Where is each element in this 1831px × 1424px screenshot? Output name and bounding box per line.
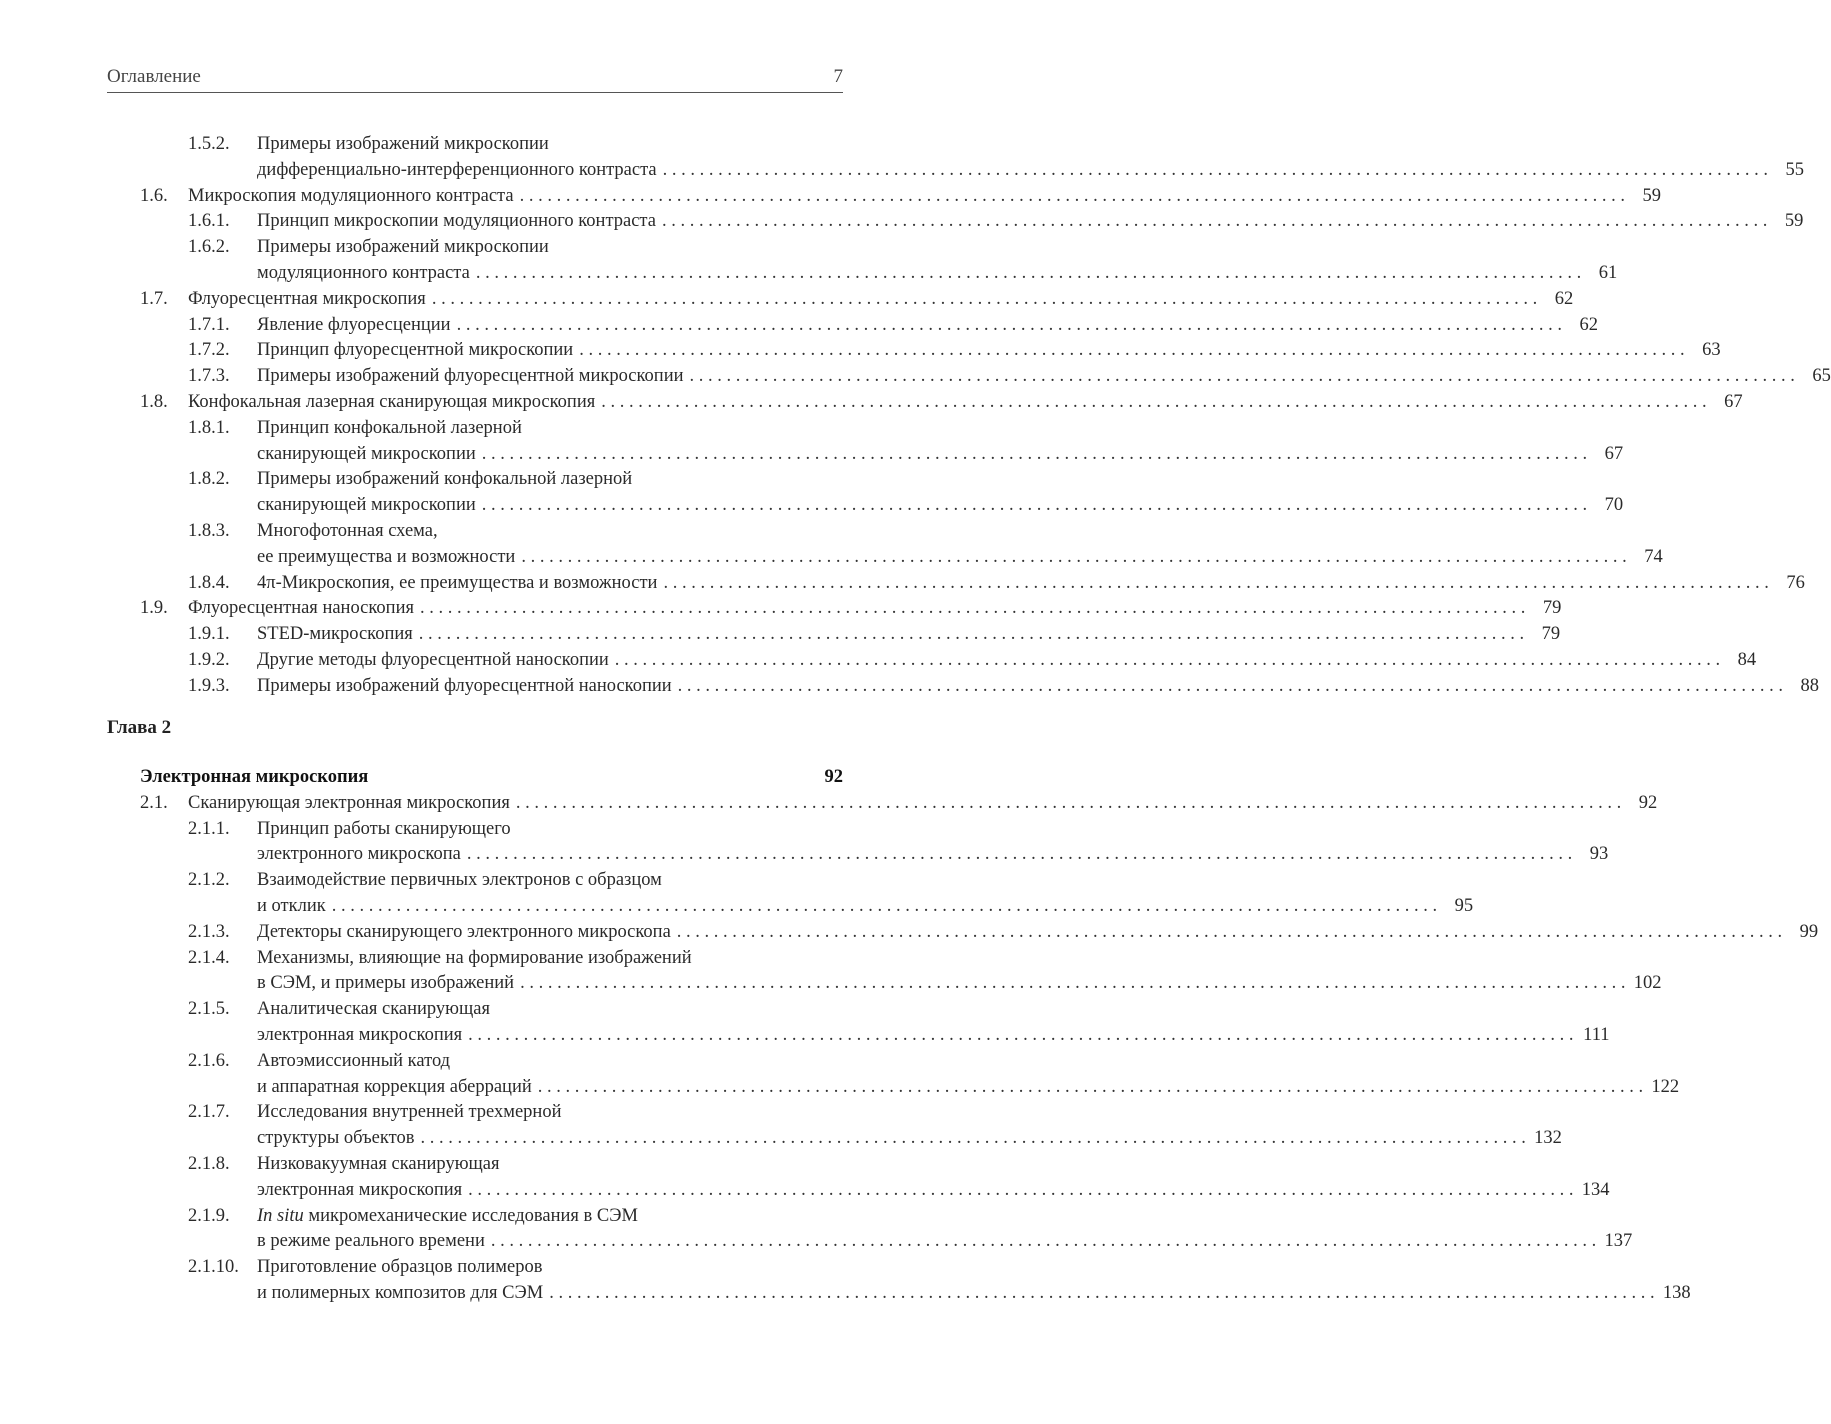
toc-entry-number: 1.8.2.	[188, 469, 230, 490]
toc-entry-title: Флуоресцентная наноскопия	[188, 598, 414, 619]
toc-entry-page: 65	[1812, 366, 1831, 387]
toc-entry-page: 93	[1589, 844, 1609, 865]
toc-entry[interactable]	[107, 622, 1561, 648]
toc-entry-title: Принцип флуоресцентной микроскопии	[257, 340, 574, 361]
toc-entry-title: модуляционного контраста	[257, 262, 470, 283]
toc-entry[interactable]	[107, 184, 1661, 210]
toc-entry-page: 79	[1542, 598, 1562, 619]
toc-entry-continuation[interactable]	[107, 1281, 1691, 1307]
dot-leader: . . . . . . . . . . . . . . . . . . . . . . . . . . . . . . . . . . . . . . . . . . . . . . . . . . . . . . . . . . . . . . . . . . . . . . . . . . . . . . . . . . . . . . . . . . . . . . . . . . . . . . . . . . . . . . . . . . . . . . . .	[475, 262, 1582, 283]
toc-entry-number: 2.1.1.	[188, 818, 230, 839]
dot-leader: . . . . . . . . . . . . . . . . . . . . . . . . . . . . . . . . . . . . . . . . . . . . . . . . . . . . . . . . . . . . . . . . . . . . . . . . . . . . . . . . . . . . . . . . . . . . . . . . . . . . . . . . . . . . . . . . . . . . . . . .	[537, 1076, 1644, 1097]
dot-leader: . . . . . . . . . . . . . . . . . . . . . . . . . . . . . . . . . . . . . . . . . . . . . . . . . . . . . . . . . . . . . . . . . . . . . . . . . . . . . . . . . . . . . . . . . . . . . . . . . . . . . . . . . . . . . . . . . . . . . . . .	[481, 495, 1588, 516]
toc-entry-title: Микроскопия модуляционного контраста	[188, 185, 514, 206]
dot-leader: . . . . . . . . . . . . . . . . . . . . . . . . . . . . . . . . . . . . . . . . . . . . . . . . . . . . . . . . . . . . . . . . . . . . . . . . . . . . . . . . . . . . . . . . . . . . . . . . . . . . . . . . . . . . . . . . . . . . . . . .	[481, 443, 1588, 464]
toc-chapter-2	[107, 765, 1819, 1307]
toc-entry-continuation[interactable]	[107, 1229, 1633, 1255]
toc-entry-page: 63	[1702, 340, 1721, 361]
toc-entry-title: Автоэмиссионный катод	[257, 1050, 451, 1071]
toc-entry[interactable]	[107, 1100, 843, 1126]
dot-leader: . . . . . . . . . . . . . . . . . . . . . . . . . . . . . . . . . . . . . . . . . . . . . . . . . . . . . . . . . . . . . . . . . . . . . . . . . . . . . . . . . . . . . . . . . . . . . . . . . . . . . . . . . . . . . . . . . . . . . . . .	[676, 921, 1783, 942]
dot-leader: . . . . . . . . . . . . . . . . . . . . . . . . . . . . . . . . . . . . . . . . . . . . . . . . . . . . . . . . . . . . . . . . . . . . . . . . . . . . . . . . . . . . . . . . . . . . . . . . . . . . . . . . . . . . . . . . . . . . . . . .	[420, 1128, 1526, 1149]
toc-entry[interactable]	[107, 467, 843, 493]
toc-entry-page: 99	[1799, 921, 1819, 942]
toc-entry-page: 74	[1644, 546, 1663, 567]
toc-entry[interactable]	[107, 519, 843, 545]
toc-entry[interactable]	[107, 674, 1820, 700]
dot-leader: . . . . . . . . . . . . . . . . . . . . . . . . . . . . . . . . . . . . . . . . . . . . . . . . . . . . . . . . . . . . . . . . . . . . . . . . . . . . . . . . . . . . . . . . . . . . . . . . . . . . . . . . . . . . . . . . . . . . . . . .	[662, 159, 1768, 180]
toc-entry[interactable]	[107, 390, 1743, 416]
dot-leader: . . . . . . . . . . . . . . . . . . . . . . . . . . . . . . . . . . . . . . . . . . . . . . . . . . . . . . . . . . . . . . . . . . . . . . . . . . . . . . . . . . . . . . . . . . . . . . . . . . . . . . . . . . . . . . . . . . . . . . . .	[431, 288, 1538, 309]
toc-entry-page: 132	[1534, 1128, 1562, 1149]
dot-leader: . . . . . . . . . . . . . . . . . . . . . . . . . . . . . . . . . . . . . . . . . . . . . . . . . . . . . . . . . . . . . . . . . . . . . . . . . . . . . . . . . . . . . . . . . . . . . . . . . . . . . . . . . . . . . . . . . . . . . . . .	[601, 391, 1707, 412]
toc-entry-number: 1.6.1.	[188, 211, 230, 232]
dot-leader: . . . . . . . . . . . . . . . . . . . . . . . . . . . . . . . . . . . . . . . . . . . . . . . . . . . . . . . . . . . . . . . . . . . . . . . . . . . . . . . . . . . . . . . . . . . . . . . . . . . . . . . . . . . . . . . . . . . . . . . .	[468, 1024, 1574, 1045]
dot-leader: . . . . . . . . . . . . . . . . . . . . . . . . . . . . . . . . . . . . . . . . . . . . . . . . . . . . . . . . . . . . . . . . . . . . . . . . . . . . . . . . . . . . . . . . . . . . . . . . . . . . . . . . . . . . . . . . . . . . . . . .	[466, 844, 1573, 865]
toc-entry-page: 138	[1662, 1282, 1691, 1303]
toc-entry[interactable]	[107, 765, 843, 791]
toc-entry-number: 1.9.3.	[188, 675, 230, 696]
toc-entry-title: Примеры изображений микроскопии	[257, 134, 549, 154]
dot-leader: . . . . . . . . . . . . . . . . . . . . . . . . . . . . . . . . . . . . . . . . . . . . . . . . . . . . . . . . . . . . . . . . . . . . . . . . . . . . . . . . . . . . . . . . . . . . . . . . . . . . . . . . . . . . . . . . . . . . . . . .	[661, 211, 1768, 232]
toc-entry-continuation[interactable]	[107, 1126, 1562, 1152]
running-head	[107, 64, 843, 93]
dot-leader: . . . . . . . . . . . . . . . . . . . . . . . . . . . . . . . . . . . . . . . . . . . . . . . . . . . . . . . . . . . . . . . . . . . . . . . . . . . . . . . . . . . . . . . . . . . . . . . . . . . . . . . . . . . . . . . . . . . . . . . .	[515, 792, 1622, 813]
toc-entry-page: 134	[1581, 1179, 1610, 1200]
toc-entry-number: 2.1.3.	[188, 921, 230, 942]
toc-entry-title: Конфокальная лазерная сканирующая микроскопия	[188, 391, 596, 412]
dot-leader: . . . . . . . . . . . . . . . . . . . . . . . . . . . . . . . . . . . . . . . . . . . . . . . . . . . . . . . . . . . . . . . . . . . . . . . . . . . . . . . . . . . . . . . . . . . . . . . . . . . . . . . . . . . . . . . . . . . . . . . .	[418, 624, 1525, 645]
running-head-title: Оглавление	[107, 66, 201, 87]
toc-entry-number: 2.1.5.	[188, 999, 230, 1020]
toc-entry-number: 1.7.1.	[188, 314, 230, 335]
toc-entry-number: 1.8.4.	[188, 572, 230, 593]
toc-entry-continuation[interactable]	[107, 971, 1662, 997]
dot-leader: . . . . . . . . . . . . . . . . . . . . . . . . . . . . . . . . . . . . . . . . . . . . . . . . . . . . . . . . . . . . . . . . . . . . . . . . . . . . . . . . . . . . . . . . . . . . . . . . . . . . . . . . . . . . . . . . . . . . . . . .	[331, 895, 1438, 916]
toc-entry-page: 76	[1786, 572, 1805, 593]
toc-entry-title: Приготовление образцов полимеров	[257, 1257, 543, 1278]
toc-entry-continuation[interactable]	[107, 261, 1618, 287]
toc-entry-title: Примеры изображений конфокальной лазерной	[257, 469, 633, 490]
toc-entry-continuation[interactable]	[107, 158, 1804, 184]
dot-leader: . . . . . . . . . . . . . . . . . . . . . . . . . . . . . . . . . . . . . . . . . . . . . . . . . . . . . . . . . . . . . . . . . . . . . . . . . . . . . . . . . . . . . . . . . . . . . . . . . . . . . . . . . . . . . . . . . . . . . . . .	[614, 649, 1721, 670]
toc-entry-number: 2.1.2.	[188, 870, 230, 891]
toc-entry-title: Взаимодействие первичных электронов с образцом	[257, 870, 662, 891]
toc-entry[interactable]	[107, 338, 1721, 364]
toc-entry-page: 84	[1737, 649, 1757, 670]
toc-entry-title: Низковакуумная сканирующая	[257, 1153, 500, 1174]
dot-leader: . . . . . . . . . . . . . . . . . . . . . . . . . . . . . . . . . . . . . . . . . . . . . . . . . . . . . . . . . . . . . . . . . . . . . . . . . . . . . . . . . . . . . . . . . . . . . . . . . . . . . . . . . . . . . . . . . . . . . . . .	[549, 1282, 1655, 1303]
toc-entry[interactable]	[107, 571, 1805, 597]
dot-leader: . . . . . . . . . . . . . . . . . . . . . . . . . . . . . . . . . . . . . . . . . . . . . . . . . . . . . . . . . . . . . . . . . . . . . . . . . . . . . . . . . . . . . . . . . . . . . . . . . . . . . . . . . . . . . . . . . . . . . . . .	[520, 973, 1626, 994]
toc-entry-title: Флуоресцентная микроскопия	[188, 288, 426, 309]
toc-entry-title: и отклик	[257, 895, 326, 916]
toc-entry-title: электронная микроскопия	[257, 1024, 463, 1045]
toc-entry-page: 122	[1651, 1076, 1680, 1097]
toc-entry-number: 1.9.2.	[188, 649, 230, 670]
toc-entry-number: 2.1.6.	[188, 1050, 230, 1071]
toc-entry-page: 59	[1784, 211, 1804, 232]
toc-entry-number: 2.1.7.	[188, 1102, 230, 1123]
toc-entry-title: Аналитическая сканирующая	[257, 999, 490, 1020]
toc-entry[interactable]	[107, 313, 1598, 339]
toc-entry-title: Сканирующая электронная микроскопия	[188, 792, 510, 813]
toc-entry[interactable]	[107, 1049, 843, 1075]
toc-entry-title: Принцип работы сканирующего	[257, 818, 511, 839]
toc-entry-number: 2.1.4.	[188, 947, 230, 968]
toc-chapter-1-continued	[107, 132, 1831, 700]
toc-entry-number: 2.1.	[140, 792, 168, 813]
toc-entry-number: 1.7.2.	[188, 340, 230, 361]
toc-entry-title: Детекторы сканирующего электронного микроскопа	[257, 921, 671, 942]
toc-entry-title: структуры объектов	[257, 1128, 415, 1149]
dot-leader: . . . . . . . . . . . . . . . . . . . . . . . . . . . . . . . . . . . . . . . . . . . . . . . . . . . . . . . . . . . . . . . . . . . . . . . . . . . . . . . . . . . . . . . . . . . . . . . . . . . . . . . . . . . . . . . . . . . . . . . .	[490, 1231, 1597, 1252]
toc-entry[interactable]	[107, 364, 1831, 390]
toc-entry-title: Принцип конфокальной лазерной	[257, 417, 522, 438]
toc-entry-title: Многофотонная схема,	[257, 520, 438, 541]
toc-entry-number: 1.5.2.	[188, 134, 230, 154]
toc-entry[interactable]	[107, 596, 1562, 622]
toc-entry-number: 1.9.1.	[188, 624, 230, 645]
toc-entry-number: 2.1.9.	[188, 1205, 230, 1226]
toc-entry-title: сканирующей микроскопии	[257, 443, 476, 464]
toc-entry-page: 67	[1604, 443, 1624, 464]
toc-entry-title: Явление флуоресценции	[257, 314, 451, 335]
dot-leader	[368, 765, 807, 791]
toc-entry-number: 1.6.2.	[188, 237, 230, 258]
toc-entry-page: 102	[1633, 973, 1662, 994]
toc-entry[interactable]	[107, 997, 843, 1023]
dot-leader: . . . . . . . . . . . . . . . . . . . . . . . . . . . . . . . . . . . . . . . . . . . . . . . . . . . . . . . . . . . . . . . . . . . . . . . . . . . . . . . . . . . . . . . . . . . . . . . . . . . . . . . . . . . . . . . . . . . . . . . .	[521, 546, 1627, 567]
toc-entry[interactable]	[107, 1152, 843, 1178]
toc-entry-title: и аппаратная коррекция аберраций	[257, 1076, 532, 1097]
page-number: 7	[833, 66, 843, 87]
dot-leader: . . . . . . . . . . . . . . . . . . . . . . . . . . . . . . . . . . . . . . . . . . . . . . . . . . . . . . . . . . . . . . . . . . . . . . . . . . . . . . . . . . . . . . . . . . . . . . . . . . . . . . . . . . . . . . . . . . . . . . . .	[456, 314, 1562, 335]
toc-entry[interactable]	[107, 287, 1574, 313]
toc-entry-continuation[interactable]	[107, 1023, 1610, 1049]
toc-entry[interactable]	[107, 1255, 843, 1281]
toc-entry-page: 70	[1604, 495, 1624, 516]
dot-leader: . . . . . . . . . . . . . . . . . . . . . . . . . . . . . . . . . . . . . . . . . . . . . . . . . . . . . . . . . . . . . . . . . . . . . . . . . . . . . . . . . . . . . . . . . . . . . . . . . . . . . . . . . . . . . . . . . . . . . . . .	[468, 1179, 1574, 1200]
chapter-heading: Глава 2	[107, 717, 172, 738]
toc-entry-number: 1.7.	[140, 288, 168, 309]
toc-entry-page: 111	[1583, 1024, 1610, 1045]
dot-leader: . . . . . . . . . . . . . . . . . . . . . . . . . . . . . . . . . . . . . . . . . . . . . . . . . . . . . . . . . . . . . . . . . . . . . . . . . . . . . . . . . . . . . . . . . . . . . . . . . . . . . . . . . . . . . . . . . . . . . . . .	[689, 366, 1795, 387]
toc-entry-page: 62	[1579, 314, 1598, 335]
toc-entry-title: Принцип микроскопии модуляционного контраста	[257, 211, 656, 232]
toc-entry-number: 2.1.8.	[188, 1153, 230, 1174]
toc-entry-page: 67	[1724, 391, 1743, 412]
toc-entry-title: STED-микроскопия	[257, 624, 413, 645]
toc-entry-continuation[interactable]	[107, 442, 1624, 468]
toc-entry-continuation[interactable]	[107, 545, 1663, 571]
toc-entry-number: 1.8.1.	[188, 417, 230, 438]
toc-entry[interactable]	[107, 132, 843, 158]
toc-entry-title: в СЭМ, и примеры изображений	[257, 973, 515, 994]
toc-entry-continuation[interactable]	[107, 1178, 1610, 1204]
toc-entry-title: электронная микроскопия	[257, 1179, 463, 1200]
toc-entry-title: Примеры изображений флуоресцентной микроскопии	[257, 366, 684, 387]
toc-entry[interactable]	[107, 235, 843, 261]
toc-entry[interactable]	[107, 416, 843, 442]
dot-leader: . . . . . . . . . . . . . . . . . . . . . . . . . . . . . . . . . . . . . . . . . . . . . . . . . . . . . . . . . . . . . . . . . . . . . . . . . . . . . . . . . . . . . . . . . . . . . . . . . . . . . . . . . . . . . . . . . . . . . . . .	[519, 185, 1625, 206]
toc-entry-title: дифференциально-интерференционного контраста	[257, 159, 657, 180]
dot-leader: . . . . . . . . . . . . . . . . . . . . . . . . . . . . . . . . . . . . . . . . . . . . . . . . . . . . . . . . . . . . . . . . . . . . . . . . . . . . . . . . . . . . . . . . . . . . . . . . . . . . . . . . . . . . . . . . . . . . . . . .	[579, 340, 1685, 361]
dot-leader: . . . . . . . . . . . . . . . . . . . . . . . . . . . . . . . . . . . . . . . . . . . . . . . . . . . . . . . . . . . . . . . . . . . . . . . . . . . . . . . . . . . . . . . . . . . . . . . . . . . . . . . . . . . . . . . . . . . . . . . .	[419, 598, 1526, 619]
toc-entry[interactable]	[107, 1204, 843, 1230]
toc-entry-title: Механизмы, влияющие на формирование изображений	[257, 947, 692, 968]
toc-entry-title: Исследования внутренней трехмерной	[257, 1102, 562, 1123]
toc-entry-italic: In situ	[257, 1205, 304, 1226]
toc-entry-page: 55	[1785, 159, 1804, 180]
toc-entry[interactable]	[107, 648, 1757, 674]
toc-entry-title: ее преимущества и возможности	[257, 546, 516, 567]
toc-entry-page: 95	[1454, 895, 1474, 916]
toc-entry-page: 62	[1554, 288, 1574, 309]
toc-entry-title: и полимерных композитов для СЭМ	[257, 1282, 544, 1303]
toc-entry-number: 1.8.	[140, 391, 168, 412]
toc-entry[interactable]	[107, 868, 843, 894]
toc-entry-number: 2.1.10.	[188, 1257, 239, 1278]
toc-entry-continuation[interactable]	[107, 493, 1624, 519]
toc-entry-page: 88	[1800, 675, 1820, 696]
toc-entry-continuation[interactable]	[107, 894, 1474, 920]
toc-entry-page: 92	[824, 767, 843, 787]
toc-entry[interactable]	[107, 209, 1804, 235]
toc-entry[interactable]	[107, 946, 843, 972]
toc-entry-number: 1.6.	[140, 185, 168, 206]
toc-entry-number: 1.9.	[140, 598, 168, 619]
toc-entry-title: микромеханические исследования в СЭМ	[303, 1205, 638, 1226]
toc-entry-title: Примеры изображений флуоресцентной наноскопии	[257, 675, 672, 696]
toc-entry-title: сканирующей микроскопии	[257, 495, 476, 516]
toc-entry-title: в режиме реального времени	[257, 1231, 485, 1252]
toc-entry-page: 137	[1604, 1231, 1633, 1252]
toc-entry-number: 1.8.3.	[188, 520, 230, 541]
toc-entry-title: Электронная микроскопия	[140, 767, 369, 787]
toc-entry-title-wrap	[257, 1204, 638, 1230]
toc-entry-continuation[interactable]	[107, 1075, 1680, 1101]
toc-entry-page: 59	[1642, 185, 1661, 206]
toc-entry-page: 61	[1598, 262, 1618, 283]
dot-leader: . . . . . . . . . . . . . . . . . . . . . . . . . . . . . . . . . . . . . . . . . . . . . . . . . . . . . . . . . . . . . . . . . . . . . . . . . . . . . . . . . . . . . . . . . . . . . . . . . . . . . . . . . . . . . . . . . . . . . . . .	[677, 675, 1784, 696]
toc-entry-continuation[interactable]	[107, 842, 1609, 868]
toc-entry-title: Другие методы флуоресцентной наноскопии	[257, 649, 609, 670]
toc-entry[interactable]	[107, 920, 1819, 946]
toc-entry[interactable]	[107, 817, 843, 843]
dot-leader: . . . . . . . . . . . . . . . . . . . . . . . . . . . . . . . . . . . . . . . . . . . . . . . . . . . . . . . . . . . . . . . . . . . . . . . . . . . . . . . . . . . . . . . . . . . . . . . . . . . . . . . . . . . . . . . . . . . . . . . .	[663, 572, 1769, 593]
toc-entry-title: электронного микроскопа	[257, 844, 461, 865]
toc-entry-title: Примеры изображений микроскопии	[257, 237, 549, 258]
toc-entry[interactable]	[107, 791, 1658, 817]
toc-entry-page: 79	[1541, 624, 1561, 645]
toc-entry-page: 92	[1638, 792, 1658, 813]
toc-entry-number: 1.7.3.	[188, 366, 230, 387]
toc-entry-title: 4π-Микроскопия, ее преимущества и возможности	[257, 572, 658, 593]
